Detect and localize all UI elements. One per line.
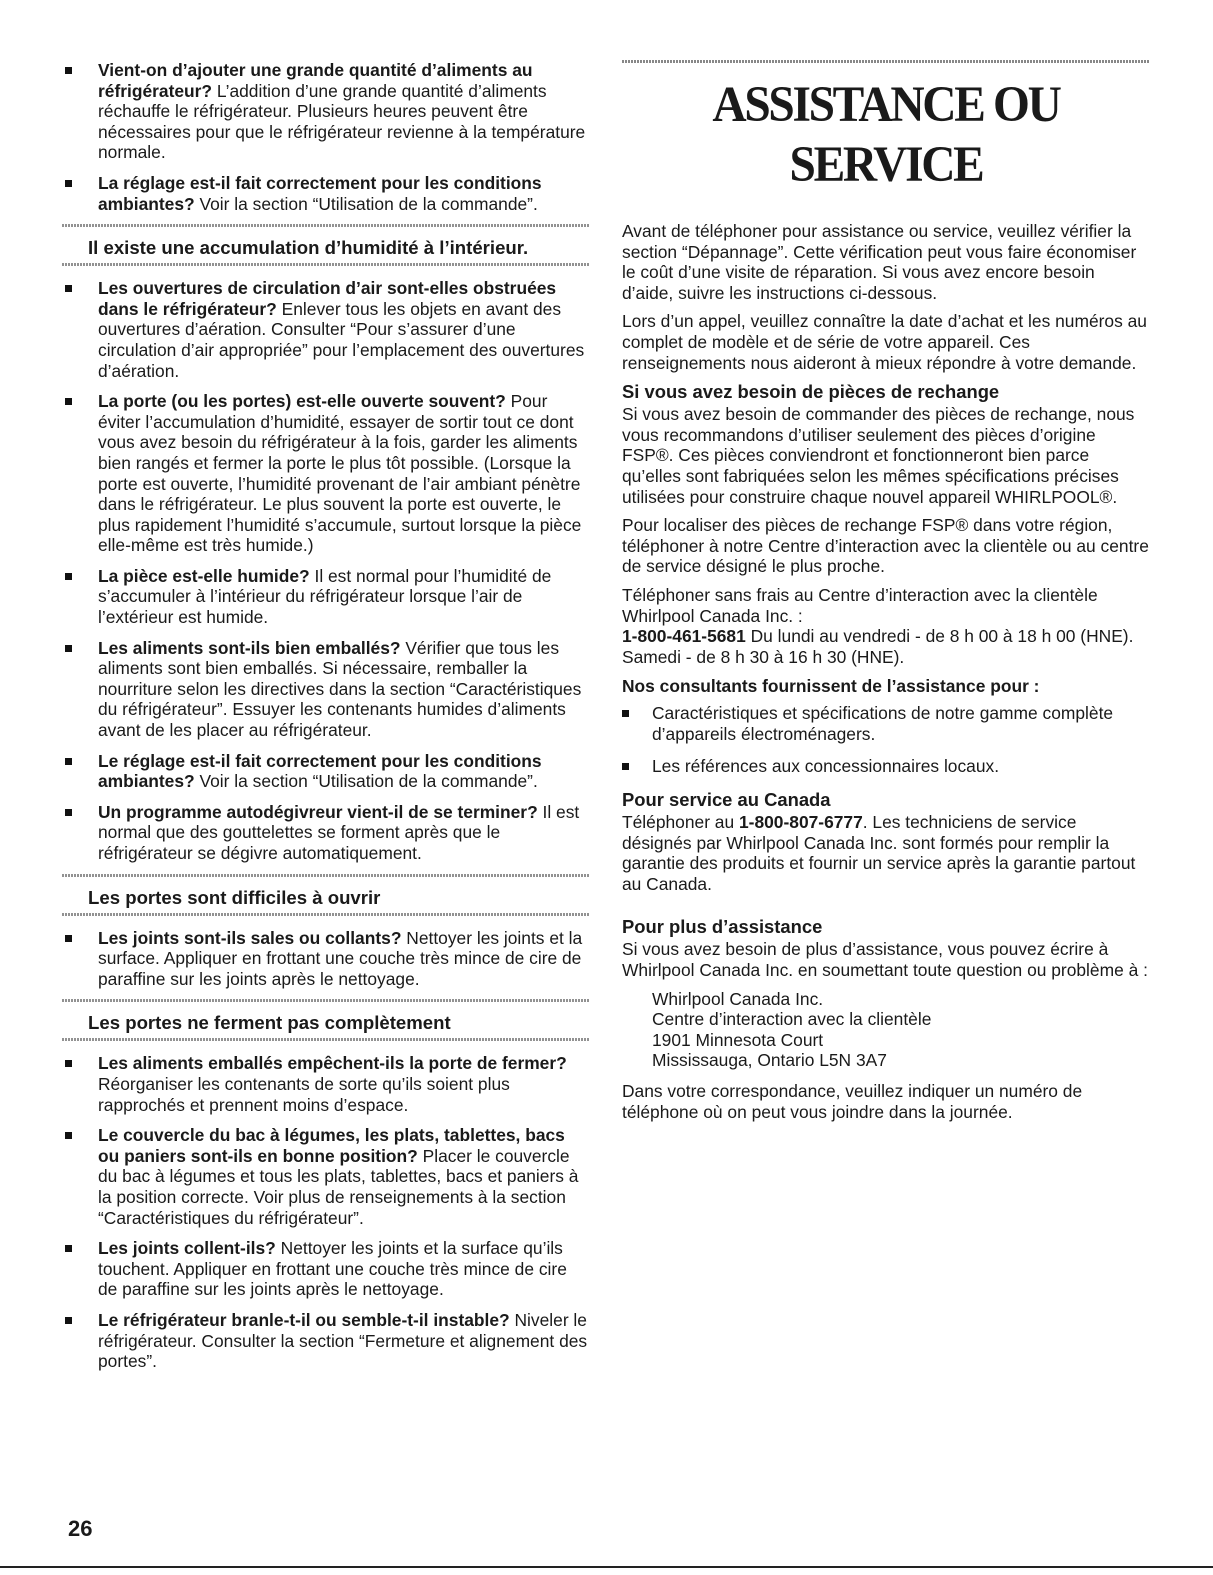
section-heading: Pour service au Canada [622, 789, 831, 811]
paragraph: Si vous avez besoin de commander des pièces de rechange, nous vous recommandons d’utiliser seulement des pièces d’origine FSP®. Ces pièces conviendront et fonctionneront bien parce qu’elles sont fabriquées selon les mêmes spécifications précises utilisées pour construire chaque nouvel appareil WHIRLPOOL®. [622, 404, 1135, 507]
bullet-icon [622, 763, 629, 770]
list-item: Le réglage est-il fait correctement pour les conditions ambiantes? Voir la section “Utilisation de la commande”. [62, 751, 590, 792]
list-item: Les aliments emballés empêchent-ils la porte de fermer? Réorganiser les contenants de sorte qu’ils soient plus rapprochés et prennent moins d’espace. [62, 1053, 590, 1115]
paragraph: Téléphoner au 1-800-807-6777. Les techniciens de service désignés par Whirlpool Canada Inc. sont formés pour remplir la garantie des produits et fournir un service après la garantie partout au Canada. [622, 812, 1136, 894]
mailing-address: Whirlpool Canada Inc. Centre d’interaction avec la clientèle 1901 Minnesota Court Mississauga, Ontario L5N 3A7 [652, 988, 932, 1071]
divider [622, 60, 1150, 63]
section-heading: Les portes sont difficiles à ouvrir [88, 886, 381, 908]
bullet-icon [622, 710, 629, 717]
divider [62, 224, 590, 227]
bullet-icon [65, 758, 72, 765]
bullet-icon [65, 1245, 72, 1252]
bullet-icon [65, 285, 72, 292]
bullet-icon [65, 180, 72, 187]
divider [62, 263, 590, 266]
divider [62, 999, 590, 1002]
divider [0, 1566, 1213, 1568]
right-column [622, 60, 1150, 1130]
paragraph: Lors d’un appel, veuillez connaître la date d’achat et les numéros au complet de modèle et de série de votre appareil. Ces renseignements nous aideront à mieux répondre à votre demande. [622, 311, 1147, 373]
list-item: Le couvercle du bac à légumes, les plats, tablettes, bacs ou paniers sont-ils en bonne position? Placer le couvercle du bac à légumes et tous les plats, tablettes, bacs et paniers à la position correcte. Voir plus de renseignements à la section “Caractéristiques du réfrigérateur”. [62, 1125, 590, 1228]
phone-number: 1-800-461-5681 [622, 626, 746, 647]
phone-number: 1-800-807-6777 [739, 812, 863, 833]
bullet-icon [65, 67, 72, 74]
list-item: Les joints collent-ils? Nettoyer les joints et la surface qu’ils touchent. Appliquer en frottant une couche très mince de cire de paraffine sur les joints après le nettoyage. [62, 1238, 590, 1300]
section-heading: Nos consultants fournissent de l’assistance pour : [622, 676, 1040, 697]
bullet-icon [65, 398, 72, 405]
section-heading: Si vous avez besoin de pièces de rechange [622, 381, 1000, 403]
paragraph: Pour localiser des pièces de rechange FSP® dans votre région, téléphoner à notre Centre d’interaction avec la clientèle ou au centre de service désigné le plus proche. [622, 515, 1149, 577]
list-item: Un programme autodégivreur vient-il de se terminer? Il est normal que des gouttelettes se forment après que le réfrigérateur se dégivre automatiquement. [62, 802, 590, 864]
divider [62, 913, 590, 916]
divider [62, 874, 590, 877]
section-heading: Pour plus d’assistance [622, 916, 823, 938]
list-item: La pièce est-elle humide? Il est normal pour l’humidité de s’accumuler à l’intérieur du réfrigérateur lorsque l’air de l’extérieur est humide. [62, 566, 590, 628]
bullet-icon [65, 1060, 72, 1067]
list-item: Le réfrigérateur branle-t-il ou semble-t-il instable? Niveler le réfrigérateur. Consulter la section “Fermeture et alignement des portes”. [62, 1310, 590, 1372]
section-heading: Les portes ne ferment pas complètement [88, 1012, 451, 1034]
bullet-icon [65, 809, 72, 816]
page-number: 26 [68, 1516, 93, 1541]
list-item: La réglage est-il fait correctement pour les conditions ambiantes? Voir la section “Utilisation de la commande”. [62, 173, 590, 214]
list-item: Les joints sont-ils sales ou collants? Nettoyer les joints et la surface. Appliquer en frottant une couche très mince de cire de paraffine sur les joints après le nettoyage. [62, 928, 590, 990]
section-heading: Il existe une accumulation d’humidité à l’intérieur. [88, 237, 529, 259]
list-item: Les ouvertures de circulation d’air sont-elles obstruées dans le réfrigérateur? Enlever tous les objets en avant des ouvertures d’aération. Consulter “Pour s’assurer d’une circulation d’air appropriée” pour l’emplacement des ouvertures d’aération. [62, 278, 590, 381]
list-item: Les aliments sont-ils bien emballés? Vérifier que tous les aliments sont bien emballés. Si nécessaire, remballer la nourriture selon les directives dans la section “Caractéristiques du réfrigérateur”. Essuyer les contenants humides d’aliments avant de les placer au réfrigérateur. [62, 638, 590, 741]
bullet-icon [65, 1317, 72, 1324]
left-column [62, 60, 590, 1382]
bullet-icon [65, 645, 72, 652]
list-item: Vient-on d’ajouter une grande quantité d’aliments au réfrigérateur? L’addition d’une grande quantité d’aliments réchauffe le réfrigérateur. Plusieurs heures peuvent être nécessaires pour que le réfrigérateur revienne à la température normale. [62, 60, 590, 163]
divider [62, 1038, 590, 1041]
paragraph: Dans votre correspondance, veuillez indiquer un numéro de téléphone où on peut vous joindre dans la journée. [622, 1081, 1083, 1122]
paragraph: Téléphoner sans frais au Centre d’interaction avec la clientèle Whirlpool Canada Inc. : 1-800-461-5681 Du lundi au vendredi - de 8 h 00 à 18 h 00 (HNE). Samedi - de 8 h 30 à 16 h 30 (HNE). [622, 584, 1134, 667]
paragraph: Avant de téléphoner pour assistance ou service, veuillez vérifier la section “Dépannage”. Cette vérification peut vous faire économiser le coût d’une visite de réparation. Si vous avez encore besoin d’aide, suivre les instructions ci-dessous. [622, 221, 1137, 303]
page-title: ASSISTANCE OU SERVICE [712, 77, 1060, 193]
bullet-icon [65, 1132, 72, 1139]
paragraph: Si vous avez besoin de plus d’assistance, vous pouvez écrire à Whirlpool Canada Inc. en soumettant toute question ou problème à : [622, 939, 1148, 981]
list-item: Les références aux concessionnaires locaux. [622, 756, 1150, 777]
list-item: La porte (ou les portes) est-elle ouverte souvent? Pour éviter l’accumulation d’humidité, essayer de sortir tout ce dont vous avez besoin du réfrigérateur à la fois, garder les aliments bien rangés et fermer la porte le plus tôt possible. (Lorsque la porte est ouverte, l’humidité provenant de l’air ambiant pénètre dans le réfrigérateur. Le plus souvent la porte est ouverte, le plus rapidement l’humidité s’accumule, surtout lorsque la pièce elle-même est très humide.) [62, 391, 590, 556]
list-item: Caractéristiques et spécifications de notre gamme complète d’appareils électroménagers. [622, 703, 1150, 744]
bullet-icon [65, 573, 72, 580]
bullet-icon [65, 935, 72, 942]
